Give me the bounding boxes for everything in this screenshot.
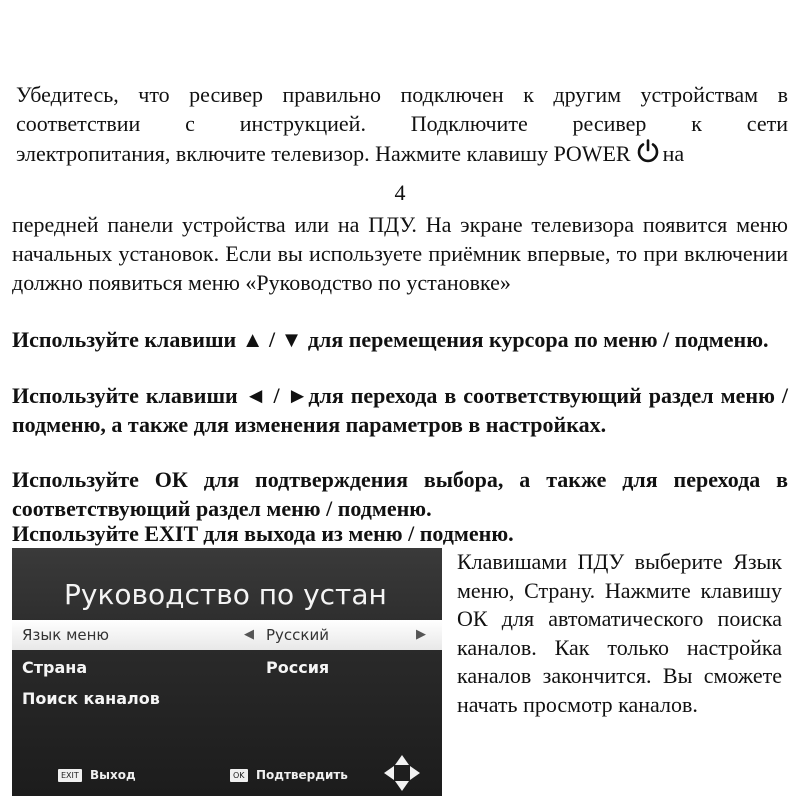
instruction-ok: Используйте ОК для подтверждения выбора, а также для перехода в соответствующий раздел меню / подменю.: [12, 467, 788, 521]
tv-row-channel-search-label[interactable]: Поиск каналов: [22, 689, 160, 708]
page-number: 4: [394, 180, 406, 205]
intro-line-1: Убедитесь, что ресивер правильно подключен к другим устройствам в: [16, 82, 788, 107]
instruction-exit: Используйте EXIT для выхода из меню / подменю.: [12, 521, 514, 546]
instruction-left-right: Используйте клавиши ◄ / ►для перехода в соответствующий раздел меню / подменю, а также для изменения параметров в настройках.: [12, 383, 788, 437]
intro-line-2: соответствии с инструкцией. Подключите ресивер к сети: [16, 111, 788, 136]
tv-row-language[interactable]: [12, 620, 442, 650]
tv-row-country-label[interactable]: Страна: [22, 658, 88, 677]
intro-line-3: [16, 138, 788, 168]
tv-row-language-value: Русский: [266, 626, 329, 644]
intro-paragraph: [16, 80, 788, 168]
side-paragraph: Клавишами ПДУ выберите Язык меню, Страну. Нажмите клавишу ОК для автоматического поиска каналов. Как только настройка каналов закончится. Вы сможете начать просмотр каналов.: [457, 549, 782, 717]
exit-label: Выход: [90, 768, 136, 782]
navigation-arrows-icon: [382, 753, 422, 793]
tv-row-language-label: Язык меню: [22, 626, 110, 644]
instruction-up-down: Используйте клавиши ▲ / ▼ для перемещения курсора по меню / подменю.: [12, 327, 769, 352]
exit-key-icon: EXIT: [58, 769, 82, 782]
arrow-right-icon: ▶: [416, 627, 426, 642]
ok-label: Подтвердить: [256, 768, 348, 782]
power-icon: [635, 138, 661, 164]
tv-menu-title: Руководство по устан: [64, 578, 387, 611]
tv-row-country-value: Россия: [266, 658, 330, 677]
arrow-left-icon: ◀: [244, 627, 254, 642]
continued-paragraph: передней панели устройства или на ПДУ. На экране телевизора появится меню начальных установок. Если вы используете приёмник впервые, то при включении должно появиться меню «Руководство по установке»: [12, 212, 788, 295]
ok-key-icon: OK: [230, 769, 248, 782]
intro-line-3-text: электропитания, включите телевизор. Нажмите клавишу POWER: [16, 141, 631, 166]
tv-menu-screenshot: [12, 548, 442, 796]
intro-line-3-end: на: [662, 141, 685, 166]
